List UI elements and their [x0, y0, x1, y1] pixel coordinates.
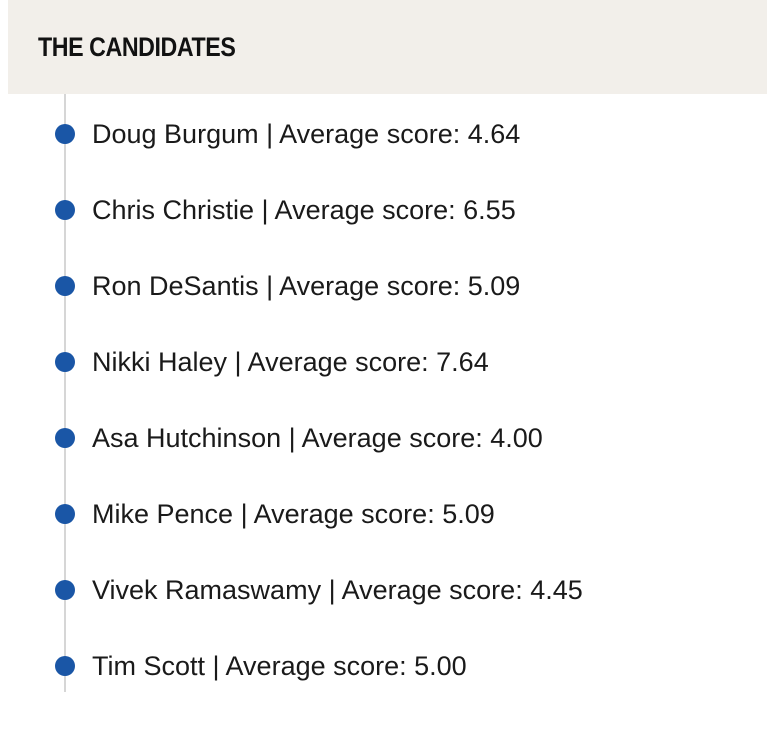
- bullet-dot-icon: [55, 276, 75, 296]
- bullet-dot-icon: [55, 504, 75, 524]
- list-item: [0, 419, 767, 459]
- candidate-label: Chris Christie | Average score: 6.55: [92, 195, 516, 225]
- section-title: THE CANDIDATES: [38, 32, 236, 62]
- list-item: [0, 267, 767, 307]
- list-item: [0, 343, 767, 383]
- list-item: [0, 495, 767, 535]
- candidate-label: Tim Scott | Average score: 5.00: [92, 651, 467, 681]
- candidate-label: Nikki Haley | Average score: 7.64: [92, 347, 489, 377]
- candidate-label: Mike Pence | Average score: 5.09: [92, 499, 495, 529]
- list-item: [0, 115, 767, 155]
- list-item: [0, 647, 767, 687]
- candidate-label: Ron DeSantis | Average score: 5.09: [92, 271, 521, 301]
- bullet-dot-icon: [55, 352, 75, 372]
- list-item: [0, 571, 767, 611]
- list-item: [0, 191, 767, 231]
- candidate-label: Doug Burgum | Average score: 4.64: [92, 119, 521, 149]
- candidate-label: Vivek Ramaswamy | Average score: 4.45: [92, 575, 583, 605]
- bullet-dot-icon: [55, 580, 75, 600]
- bullet-dot-icon: [55, 428, 75, 448]
- bullet-dot-icon: [55, 200, 75, 220]
- candidate-label: Asa Hutchinson | Average score: 4.00: [92, 423, 543, 453]
- bullet-dot-icon: [55, 124, 75, 144]
- bullet-dot-icon: [55, 656, 75, 676]
